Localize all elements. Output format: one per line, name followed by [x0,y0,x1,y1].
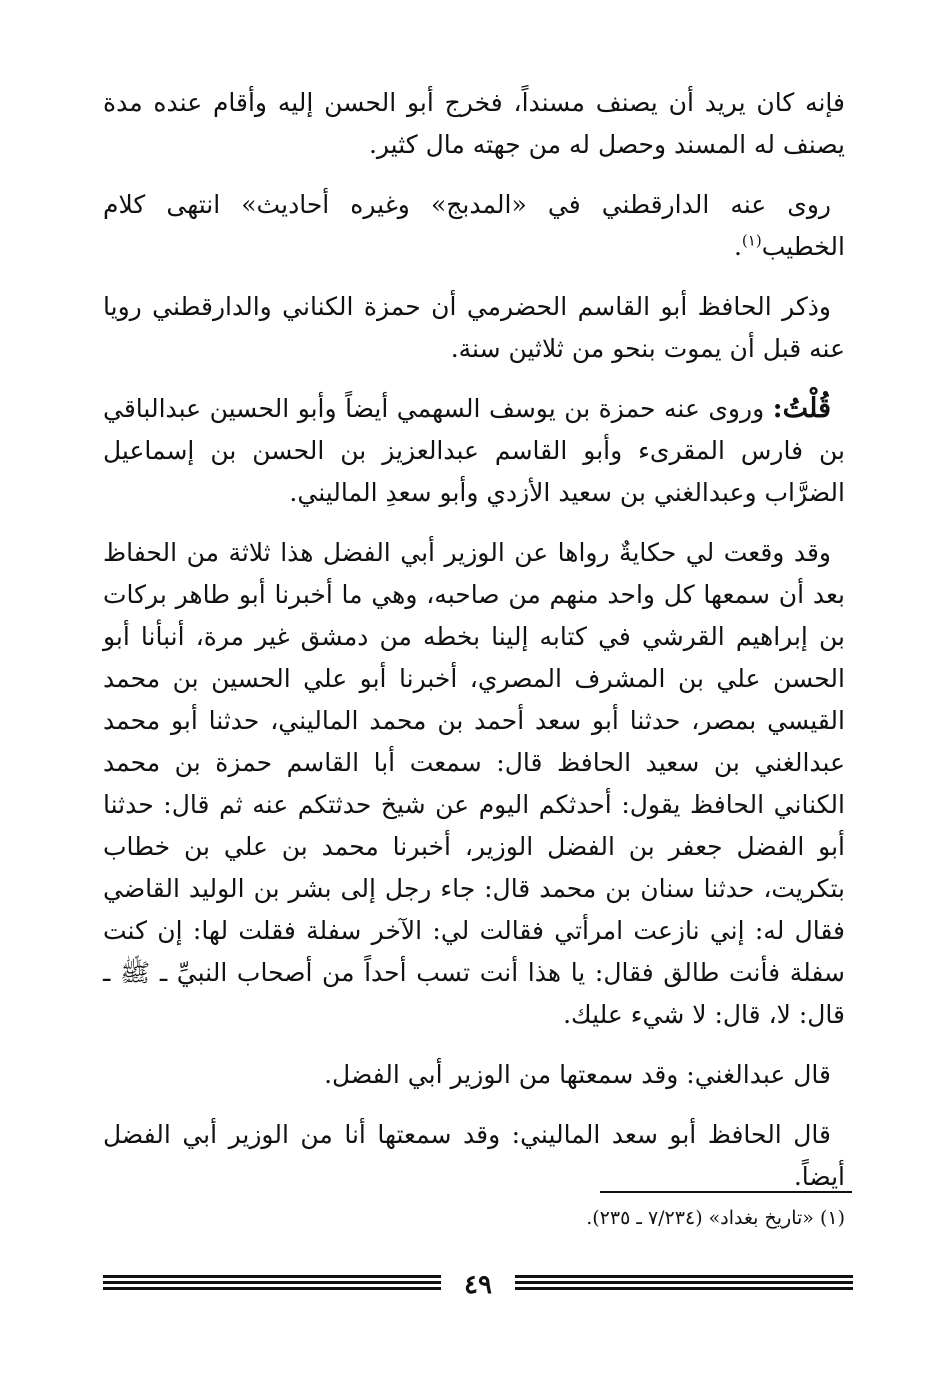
paragraph-6: قال عبدالغني: وقد سمعتها من الوزير أبي الفضل. [324,1060,831,1089]
paragraph-5: وقد وقعت لي حكايةٌ رواها عن الوزير أبي الفضل هذا ثلاثة من الحفاظ بعد أن سمعها كل واحد منهم من صاحبه، وهي ما أخبرنا أبو طاهر بركات بن إبراهيم القرشي في كتابه إلينا بخطه من دمشق غير مرة، أنبأنا أبو الحسن علي بن المشرف المصري، أخبرنا أبو علي الحسين بن محمد القيسي بمصر، حدثنا أبو سعد أحمد بن محمد الماليني، حدثنا أبو محمد عبدالغني بن سعيد الحافظ قال: سمعت أبا القاسم حمزة بن محمد الكناني الحافظ يقول: أحدثكم اليوم عن شيخ حدثتكم عنه ثم قال: حدثنا أبو الفضل جعفر بن الفضل الوزير، أخبرنا محمد بن علي بن خطاب بتكريت، حدثنا سنان بن محمد قال: جاء رجل إلى بشر بن الوليد القاضي فقال له: إني نازعت امرأتي فقالت لي: الآخر سفلة فقلت لها: إن كنت سفلة فأنت طالق فقال: يا هذا أنت تسب أحداً من أصحاب النبيِّ ـ ﷺ ـ قال: لا، قال: لا شيء عليك. [103,538,845,1029]
paragraph-4-lead: قُلْتُ: [772,393,831,424]
paragraph-2 [103,184,845,268]
page-footer [103,1270,853,1300]
footnote-reference[interactable]: (١) [741,231,762,250]
footnote: (١) «تاريخ بغداد» (٧/٢٣٤ ـ ٢٣٥). [586,1207,845,1229]
paragraph-4 [103,388,845,514]
paragraph-4-text: وروى عنه حمزة بن يوسف السهمي أيضاً وأبو الحسين عبدالباقي بن فارس المقرىء وأبو القاسم عبدالعزيز بن الحسن بن إسماعيل الضرَّاب وعبدالغني بن سعيد الأزدي وأبو سعدِ الماليني. [103,394,845,507]
footer-rule-left [103,1275,441,1295]
paragraph-3: وذكر الحافظ أبو القاسم الحضرمي أن حمزة الكناني والدارقطني رويا عنه قبل أن يموت بنحو من ثلاثين سنة. [103,292,845,363]
paragraph-7: قال الحافظ أبو سعد الماليني: وقد سمعتها أنا من الوزير أبي الفضل أيضاً. [103,1120,845,1191]
paragraph-2-tail: . [733,232,742,261]
footer-rule-right [515,1275,853,1295]
footnote-divider [600,1191,852,1193]
paragraph-1: فإنه كان يريد أن يصنف مسنداً، فخرج أبو الحسن إليه وأقام عنده مدة يصنف له المسند وحصل له من جهته مال كثير. [103,88,845,159]
paragraph-2-text: روى عنه الدارقطني في «المدبج» وغيره أحاديث» انتهى كلام الخطيب [103,190,845,261]
page-number: ٤٩ [464,1270,492,1300]
page-body [103,82,845,1216]
